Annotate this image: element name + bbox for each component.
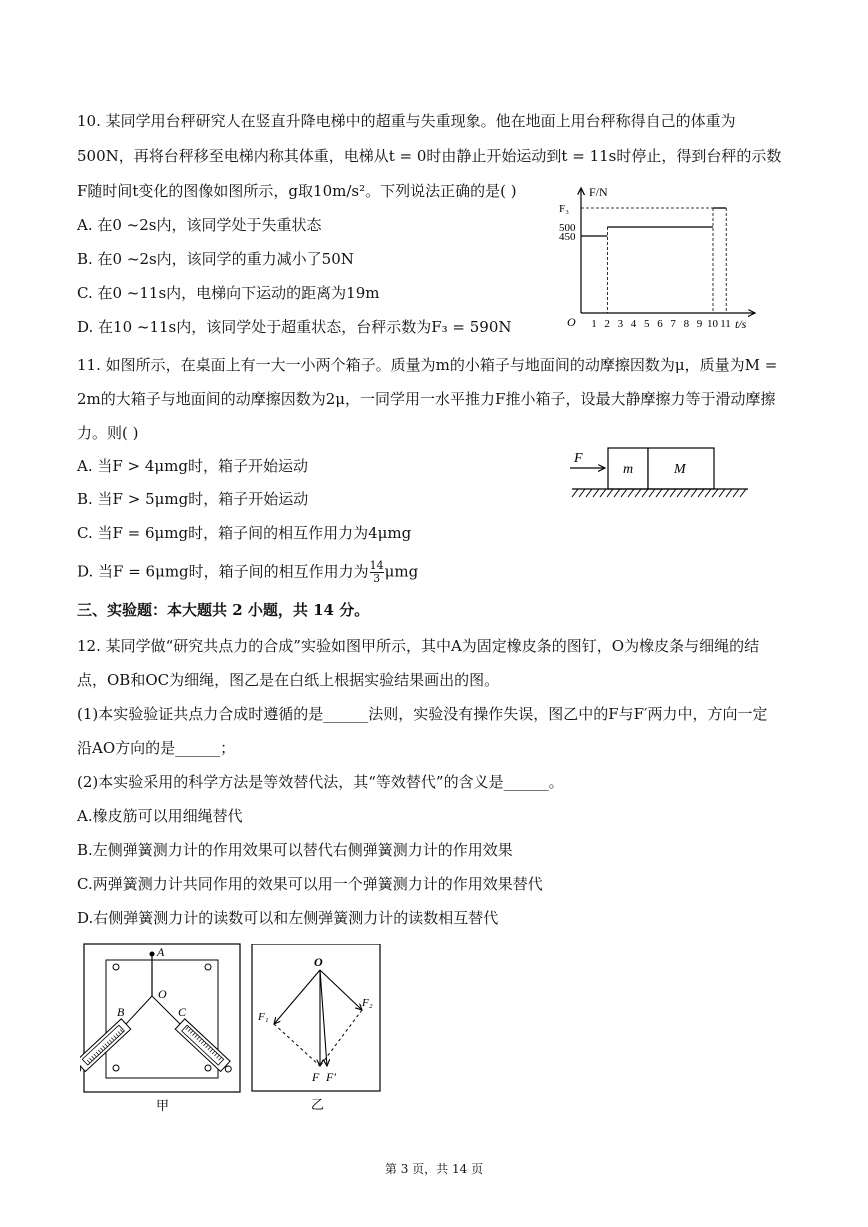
q10-option-c: C. 在0 ~11s内，电梯向下运动的距离为19m bbox=[77, 284, 380, 302]
fraction bbox=[370, 560, 384, 585]
q12-option-c: C.两弹簧测力计共同作用的效果可以用一个弹簧测力计的作用效果替代 bbox=[77, 875, 543, 893]
big-box-label: M bbox=[674, 462, 686, 477]
y-axis-label: F/N bbox=[589, 185, 608, 199]
q12-option-d: D.右侧弹簧测力计的读数可以和左侧弹簧测力计的读数相互替代 bbox=[77, 909, 499, 927]
q12-option-b: B.左侧弹簧测力计的作用效果可以替代右侧弹簧测力计的作用效果 bbox=[77, 841, 513, 859]
x-axis-label: t/s bbox=[735, 317, 747, 331]
figure-jia bbox=[80, 940, 245, 1115]
fraction-numerator: 14 bbox=[369, 559, 384, 572]
label-o: O bbox=[158, 987, 167, 1001]
q12-line-1: 12. 某同学做“研究共点力的合成”实验如图甲所示，其中A为固定橡皮条的图钉，O为橡皮条与细绳的结 bbox=[77, 637, 760, 655]
q10-option-d: D. 在10 ~11s内，该同学处于超重状态，台秤示数为F₃ = 590N bbox=[77, 318, 512, 336]
hatch-line bbox=[712, 489, 718, 497]
hatch-line bbox=[733, 489, 739, 497]
q12-line-5: (2)本实验采用的科学方法是等效替代法，其“等效替代”的含义是______。 bbox=[77, 773, 564, 791]
y-tick-labels bbox=[559, 203, 576, 243]
q11-option-d-prefix: D. 当F = 6μmg时，箱子间的相互作用力为 bbox=[77, 562, 369, 581]
q10-line-1: 10. 某同学用台秤研究人在竖直升降电梯中的超重与失重现象。他在地面上用台秤称得自己的体重为 bbox=[77, 112, 736, 130]
hatch-line bbox=[593, 489, 599, 497]
hatch-line bbox=[740, 489, 746, 497]
q12-option-a: A.橡皮筋可以用细绳替代 bbox=[77, 807, 243, 825]
boxes-figure bbox=[568, 440, 753, 505]
hatch-line bbox=[649, 489, 655, 497]
q11-option-d-suffix: μmg bbox=[384, 562, 419, 581]
label-f-prime: F′ bbox=[326, 1070, 336, 1084]
q10-option-a: A. 在0 ~2s内，该同学处于失重状态 bbox=[77, 216, 322, 234]
fraction-denominator: 3 bbox=[373, 572, 381, 585]
q11-line-1: 11. 如图所示，在桌面上有一大一小两个箱子。质量为m的小箱子与地面间的动摩擦因数为μ，质量为M = bbox=[77, 356, 778, 374]
y-tick-label: 450 bbox=[559, 231, 576, 243]
x-tick-label: 11 bbox=[720, 318, 731, 330]
origin-label: O bbox=[567, 315, 576, 329]
x-tick-label: 5 bbox=[644, 318, 650, 330]
hatch-line bbox=[705, 489, 711, 497]
label-c: C bbox=[178, 1005, 187, 1019]
q11-line-3: 力。则( ) bbox=[77, 424, 139, 442]
hatch-line bbox=[607, 489, 613, 497]
y-tick-label: F₃ bbox=[559, 203, 569, 215]
x-tick-label: 2 bbox=[604, 318, 610, 330]
ground-hatching bbox=[572, 489, 746, 497]
hatch-line bbox=[600, 489, 606, 497]
figure-yi bbox=[250, 944, 385, 1114]
hatch-line bbox=[614, 489, 620, 497]
x-tick-labels bbox=[591, 318, 731, 330]
q11-option-d bbox=[77, 560, 418, 585]
hatch-line bbox=[579, 489, 585, 497]
x-tick-label: 6 bbox=[657, 318, 663, 330]
x-tick-label: 1 bbox=[591, 318, 597, 330]
hatch-line bbox=[621, 489, 627, 497]
caption-yi: 乙 bbox=[311, 1097, 325, 1112]
hatch-line bbox=[656, 489, 662, 497]
q10-line-3: F随时间t变化的图像如图所示，g取10m/s²。下列说法正确的是( ) bbox=[77, 182, 517, 200]
hatch-line bbox=[628, 489, 634, 497]
q12-line-4: 沿AO方向的是______； bbox=[77, 739, 236, 757]
page-footer: 第 3 页，共 14 页 bbox=[384, 1162, 484, 1176]
hatch-line bbox=[726, 489, 732, 497]
section-heading: 三、实验题：本大题共 2 小题，共 14 分。 bbox=[77, 601, 370, 619]
q11-line-2: 2m的大箱子与地面间的动摩擦因数为2μ，一同学用一水平推力F推小箱子，设最大静摩擦力等于滑动摩擦 bbox=[77, 390, 776, 408]
graph-lines bbox=[581, 208, 726, 313]
hatch-line bbox=[635, 489, 641, 497]
small-box-label: m bbox=[623, 462, 634, 477]
force-label: F bbox=[574, 451, 583, 466]
hatch-line bbox=[663, 489, 669, 497]
x-tick-label: 4 bbox=[630, 318, 637, 330]
hatch-line bbox=[719, 489, 725, 497]
label-a: A bbox=[157, 945, 165, 959]
hatch-line bbox=[677, 489, 683, 497]
x-tick-label: 7 bbox=[670, 318, 676, 330]
hatch-line bbox=[572, 489, 578, 497]
x-tick-label: 8 bbox=[683, 318, 690, 330]
q12-line-2: 点，OB和OC为细绳，图乙是在白纸上根据实验结果画出的图。 bbox=[77, 671, 500, 689]
hatch-line bbox=[698, 489, 704, 497]
x-tick-label: 3 bbox=[617, 318, 624, 330]
x-tick-label: 10 bbox=[707, 318, 718, 330]
label-b: B bbox=[117, 1005, 125, 1019]
hatch-line bbox=[642, 489, 648, 497]
q10-option-b: B. 在0 ~2s内，该同学的重力减小了50N bbox=[77, 250, 354, 268]
label-f: F bbox=[312, 1070, 320, 1084]
hatch-line bbox=[586, 489, 592, 497]
q10-line-2: 500N，再将台秤移至电梯内称其体重，电梯从t = 0时由静止开始运动到t = 11s时停止，得到台秤的示数 bbox=[77, 147, 782, 165]
x-tick-label: 9 bbox=[696, 318, 703, 330]
q11-option-c: C. 当F = 6μmg时，箱子间的相互作用力为4μmg bbox=[77, 524, 412, 542]
hatch-line bbox=[684, 489, 690, 497]
q11-option-b: B. 当F > 5μmg时，箱子开始运动 bbox=[77, 490, 309, 508]
label-o: O bbox=[314, 955, 323, 969]
label-f1: F₁ bbox=[258, 1011, 269, 1023]
force-time-graph bbox=[555, 180, 765, 335]
y-tick-label: 500 bbox=[559, 222, 576, 234]
q11-option-a: A. 当F > 4μmg时，箱子开始运动 bbox=[77, 457, 308, 475]
hatch-line bbox=[670, 489, 676, 497]
hatch-line bbox=[691, 489, 697, 497]
label-f2: F₂ bbox=[362, 997, 373, 1009]
board-outer bbox=[84, 944, 240, 1092]
q12-line-3: (1)本实验验证共点力合成时遵循的是______法则，实验没有操作失误，图乙中的F与F′两力中，方向一定 bbox=[77, 705, 768, 723]
caption-jia: 甲 bbox=[156, 1098, 170, 1113]
